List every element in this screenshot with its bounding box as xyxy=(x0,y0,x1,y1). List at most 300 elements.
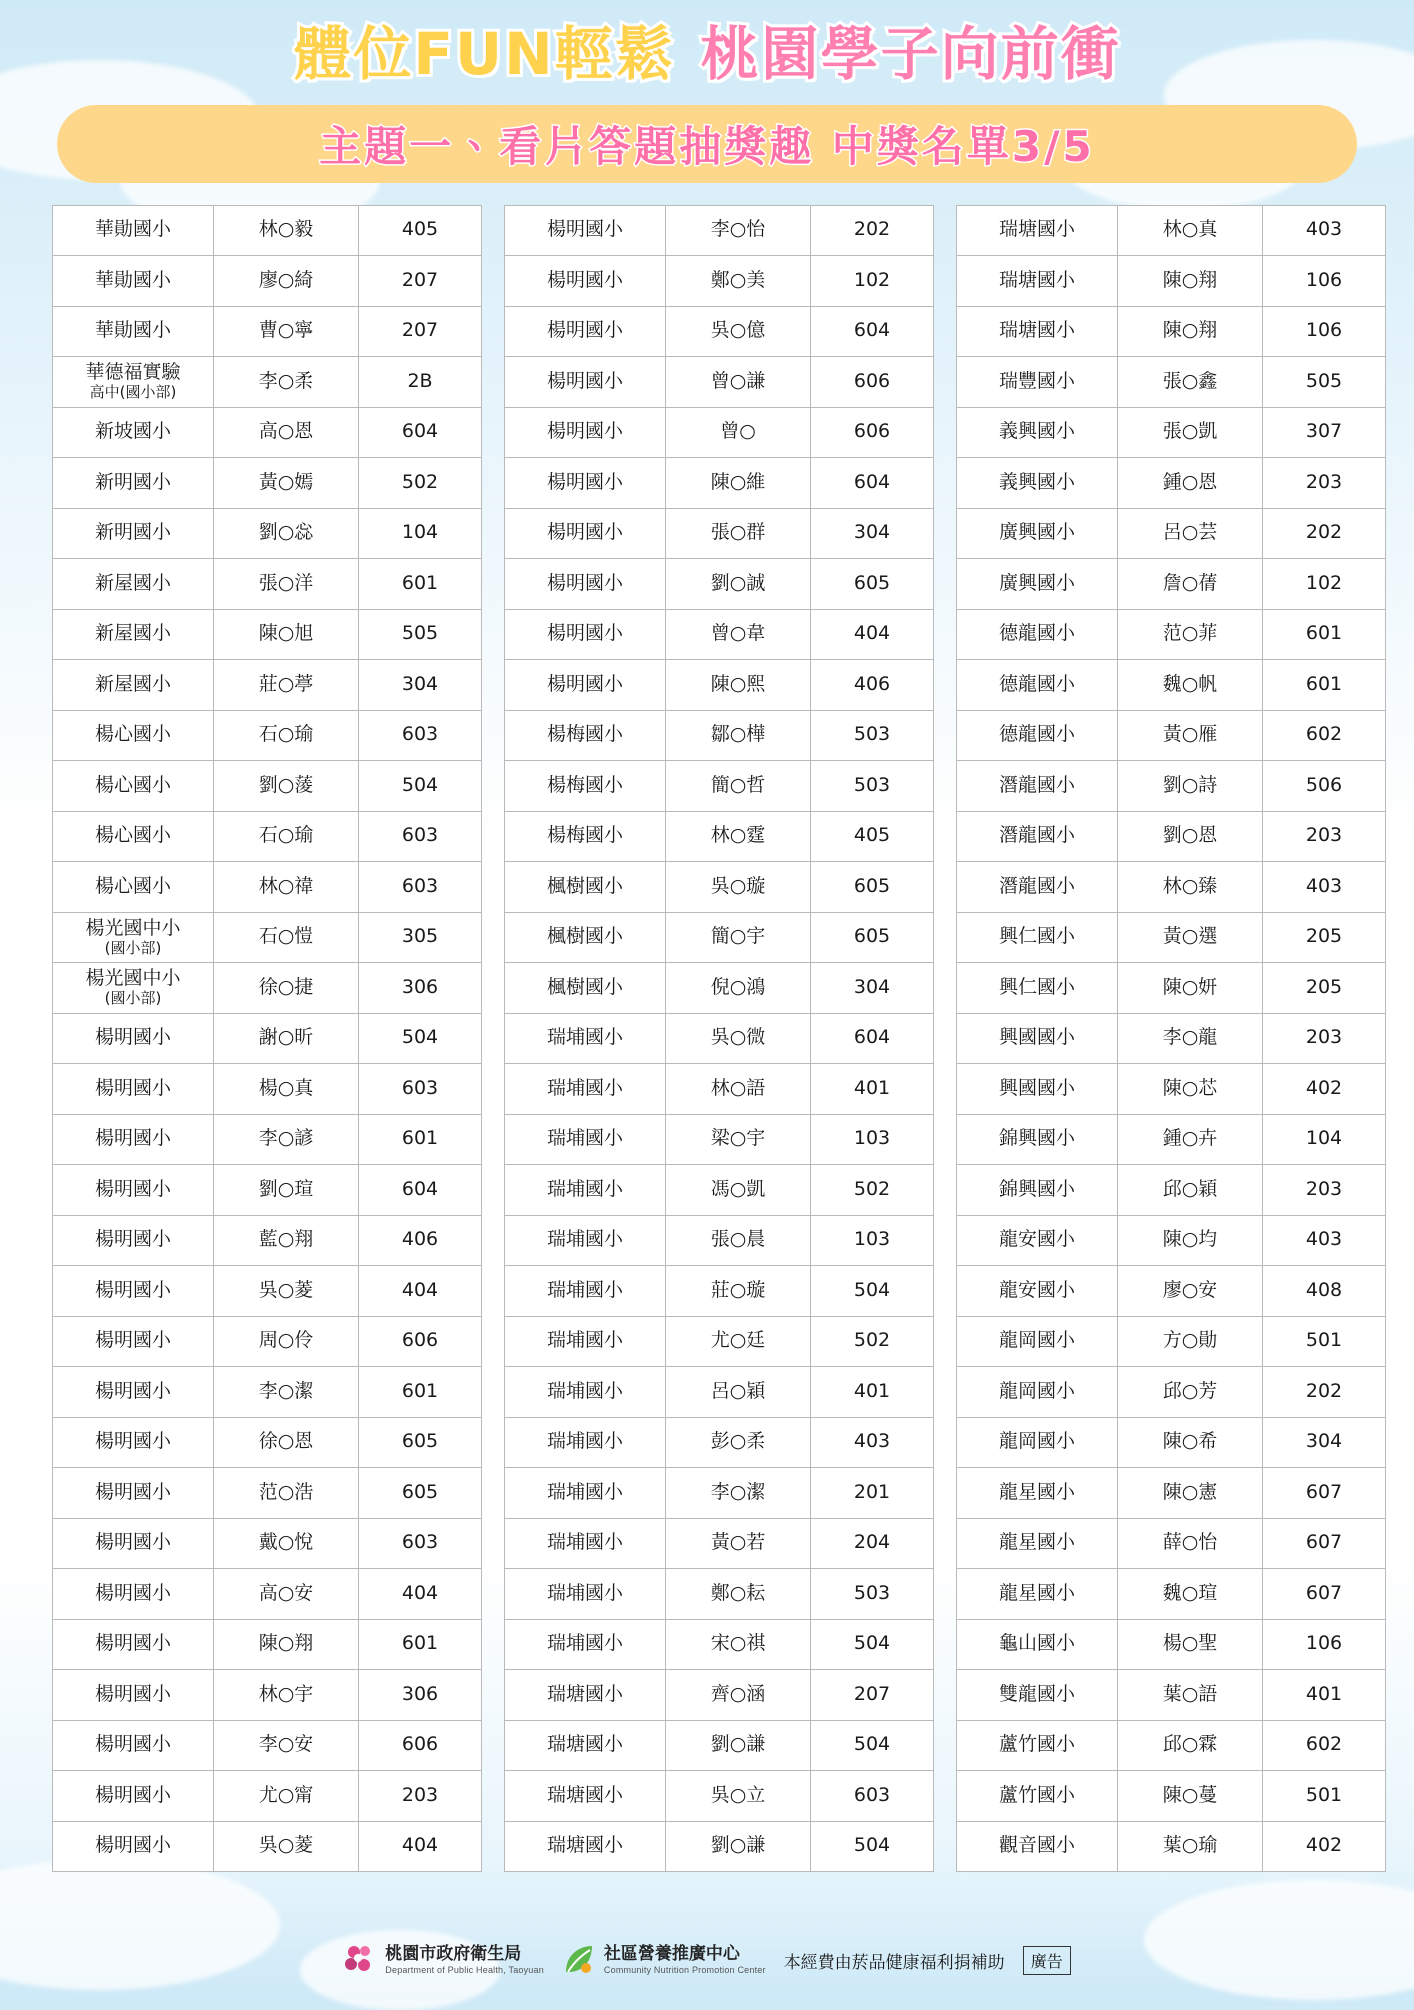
cell-name: 陳○翔 xyxy=(1118,256,1263,307)
table-row xyxy=(53,458,482,509)
table-row xyxy=(53,1417,482,1468)
cell-school: 龍安國小 xyxy=(957,1215,1118,1266)
health-bureau-logo xyxy=(343,1942,544,1978)
cell-school: 蘆竹國小 xyxy=(957,1771,1118,1822)
cell-class: 601 xyxy=(359,1619,482,1670)
table-row xyxy=(505,660,934,711)
table-row xyxy=(957,306,1386,357)
cell-class: 403 xyxy=(1263,862,1386,913)
winners-table-column-3 xyxy=(956,205,1386,1873)
cell-class: 304 xyxy=(1263,1417,1386,1468)
cell-class: 306 xyxy=(359,1670,482,1721)
cell-class: 603 xyxy=(359,862,482,913)
table-row xyxy=(505,256,934,307)
cell-name: 楊○聖 xyxy=(1118,1619,1263,1670)
table-row xyxy=(505,559,934,610)
cell-school: 龍星國小 xyxy=(957,1518,1118,1569)
cell-school: 錦興國小 xyxy=(957,1165,1118,1216)
table-row xyxy=(957,1064,1386,1115)
cell-name: 林○毅 xyxy=(214,205,359,256)
cell-school: 新坡國小 xyxy=(53,407,214,458)
page-title xyxy=(52,0,1362,91)
cell-name: 石○瑜 xyxy=(214,710,359,761)
cell-name: 范○浩 xyxy=(214,1468,359,1519)
table-row xyxy=(957,1367,1386,1418)
cell-school: 新明國小 xyxy=(53,458,214,509)
cell-class: 502 xyxy=(811,1316,934,1367)
table-row xyxy=(957,205,1386,256)
cell-school: 楊心國小 xyxy=(53,710,214,761)
cell-school: 龍岡國小 xyxy=(957,1367,1118,1418)
cell-school: 楊明國小 xyxy=(53,1064,214,1115)
table-body-1 xyxy=(53,205,482,1872)
cell-name: 陳○憲 xyxy=(1118,1468,1263,1519)
cell-class: 603 xyxy=(359,1518,482,1569)
cell-school: 新屋國小 xyxy=(53,609,214,660)
cell-name: 宋○祺 xyxy=(666,1619,811,1670)
table-row xyxy=(53,1165,482,1216)
table-row xyxy=(957,660,1386,711)
cell-name: 陳○旭 xyxy=(214,609,359,660)
cell-school: 瑞埔國小 xyxy=(505,1064,666,1115)
cell-name: 戴○悅 xyxy=(214,1518,359,1569)
cell-name: 張○凱 xyxy=(1118,407,1263,458)
table-row xyxy=(53,1619,482,1670)
table-row xyxy=(957,357,1386,408)
cell-school: 楓樹國小 xyxy=(505,862,666,913)
advertisement-label: 廣告 xyxy=(1023,1946,1071,1975)
cell-name: 呂○穎 xyxy=(666,1367,811,1418)
cell-class: 102 xyxy=(1263,559,1386,610)
cell-school: 龍岡國小 xyxy=(957,1316,1118,1367)
cell-school: 楊明國小 xyxy=(505,306,666,357)
cell-school: 瑞埔國小 xyxy=(505,1215,666,1266)
cell-class: 304 xyxy=(811,508,934,559)
cell-name: 梁○宇 xyxy=(666,1114,811,1165)
cell-class: 604 xyxy=(359,1165,482,1216)
table-row xyxy=(505,205,934,256)
cell-school: 楊明國小 xyxy=(505,508,666,559)
table-row xyxy=(53,1771,482,1822)
cell-name: 劉○蔆 xyxy=(214,761,359,812)
nutrition-center-name-en: Community Nutrition Promotion Center xyxy=(603,1964,766,1975)
cell-name: 劉○惢 xyxy=(214,508,359,559)
cell-class: 403 xyxy=(1263,205,1386,256)
cell-name: 劉○誠 xyxy=(666,559,811,610)
cell-school: 龍星國小 xyxy=(957,1468,1118,1519)
table-row xyxy=(53,407,482,458)
cell-name: 魏○瑄 xyxy=(1118,1569,1263,1620)
cell-school: 龍岡國小 xyxy=(957,1417,1118,1468)
cell-name: 吳○立 xyxy=(666,1771,811,1822)
cell-class: 103 xyxy=(811,1215,934,1266)
leaf-icon xyxy=(562,1942,596,1978)
cell-class: 504 xyxy=(811,1619,934,1670)
table-row xyxy=(957,508,1386,559)
table-row xyxy=(957,458,1386,509)
cell-class: 207 xyxy=(359,306,482,357)
cell-class: 603 xyxy=(359,710,482,761)
table-row xyxy=(505,407,934,458)
cell-school: 瑞塘國小 xyxy=(957,306,1118,357)
table-row xyxy=(53,1316,482,1367)
table-row xyxy=(53,559,482,610)
cell-school: 觀音國小 xyxy=(957,1821,1118,1872)
table-row xyxy=(505,1064,934,1115)
cell-name: 陳○蔓 xyxy=(1118,1771,1263,1822)
cell-school: 興國國小 xyxy=(957,1013,1118,1064)
table-row xyxy=(505,458,934,509)
cell-class: 504 xyxy=(359,761,482,812)
table-row xyxy=(53,1367,482,1418)
cell-school: 楊明國小 xyxy=(505,357,666,408)
cell-class: 203 xyxy=(359,1771,482,1822)
cell-name: 李○龍 xyxy=(1118,1013,1263,1064)
table-row xyxy=(957,1417,1386,1468)
cell-school: 楊明國小 xyxy=(505,205,666,256)
cell-class: 606 xyxy=(811,407,934,458)
table-row xyxy=(957,811,1386,862)
cell-class: 304 xyxy=(811,963,934,1014)
cell-school: 義興國小 xyxy=(957,407,1118,458)
table-row xyxy=(957,1468,1386,1519)
cell-name: 鍾○恩 xyxy=(1118,458,1263,509)
cell-school: 楊明國小 xyxy=(505,407,666,458)
cell-class: 505 xyxy=(359,609,482,660)
health-bureau-name-cn: 桃園市政府衛生局 xyxy=(385,1944,522,1965)
cell-school: 德龍國小 xyxy=(957,609,1118,660)
cell-school: 德龍國小 xyxy=(957,710,1118,761)
cell-school: 楊明國小 xyxy=(505,458,666,509)
cell-name: 尤○甯 xyxy=(214,1771,359,1822)
cell-class: 305 xyxy=(359,912,482,963)
cell-class: 408 xyxy=(1263,1266,1386,1317)
cell-class: 601 xyxy=(1263,660,1386,711)
cell-school: 楊梅國小 xyxy=(505,761,666,812)
cell-school: 瑞埔國小 xyxy=(505,1165,666,1216)
cell-name: 吳○菱 xyxy=(214,1266,359,1317)
cell-class: 504 xyxy=(359,1013,482,1064)
cell-name: 藍○翔 xyxy=(214,1215,359,1266)
table-row xyxy=(53,710,482,761)
cell-class: 603 xyxy=(359,1064,482,1115)
cell-class: 404 xyxy=(359,1266,482,1317)
cell-class: 602 xyxy=(1263,710,1386,761)
table-row xyxy=(53,1468,482,1519)
cell-class: 504 xyxy=(811,1266,934,1317)
cell-name: 魏○帆 xyxy=(1118,660,1263,711)
winners-table-column-1 xyxy=(52,205,482,1873)
cell-name: 范○菲 xyxy=(1118,609,1263,660)
cell-name: 曾○韋 xyxy=(666,609,811,660)
cell-name: 李○怡 xyxy=(666,205,811,256)
cell-school: 楊明國小 xyxy=(53,1367,214,1418)
cell-class: 604 xyxy=(359,407,482,458)
cell-class: 605 xyxy=(811,559,934,610)
cell-name: 彭○柔 xyxy=(666,1417,811,1468)
cell-class: 204 xyxy=(811,1518,934,1569)
cell-name: 林○臻 xyxy=(1118,862,1263,913)
cell-name: 黃○選 xyxy=(1118,912,1263,963)
cell-class: 601 xyxy=(359,1114,482,1165)
cell-school: 楊明國小 xyxy=(53,1215,214,1266)
cell-name: 林○霆 xyxy=(666,811,811,862)
table-row xyxy=(505,1316,934,1367)
title-part-one: 體位FUN輕鬆 xyxy=(293,20,675,88)
cell-name: 謝○昕 xyxy=(214,1013,359,1064)
cell-school: 楊明國小 xyxy=(53,1720,214,1771)
table-row xyxy=(505,1165,934,1216)
cell-class: 606 xyxy=(811,357,934,408)
table-row xyxy=(53,1215,482,1266)
cell-class: 601 xyxy=(1263,609,1386,660)
cell-name: 陳○芯 xyxy=(1118,1064,1263,1115)
table-row xyxy=(505,1114,934,1165)
table-row xyxy=(53,912,482,963)
cell-name: 方○勛 xyxy=(1118,1316,1263,1367)
cell-class: 607 xyxy=(1263,1518,1386,1569)
cell-class: 605 xyxy=(359,1468,482,1519)
cell-class: 503 xyxy=(811,710,934,761)
cell-school: 華勛國小 xyxy=(53,306,214,357)
cell-name: 鄒○樺 xyxy=(666,710,811,761)
cell-name: 黃○若 xyxy=(666,1518,811,1569)
cell-name: 曹○寧 xyxy=(214,306,359,357)
table-row xyxy=(53,1720,482,1771)
cell-class: 306 xyxy=(359,963,482,1014)
cell-class: 603 xyxy=(811,1771,934,1822)
cell-class: 203 xyxy=(1263,811,1386,862)
cell-class: 607 xyxy=(1263,1569,1386,1620)
cell-class: 207 xyxy=(811,1670,934,1721)
cell-class: 401 xyxy=(811,1367,934,1418)
cell-name: 林○語 xyxy=(666,1064,811,1115)
cell-name: 倪○鴻 xyxy=(666,963,811,1014)
cell-name: 石○愷 xyxy=(214,912,359,963)
cell-school: 楊明國小 xyxy=(53,1266,214,1317)
table-row xyxy=(957,559,1386,610)
table-row xyxy=(957,710,1386,761)
table-row xyxy=(957,1771,1386,1822)
cell-name: 李○潔 xyxy=(214,1367,359,1418)
subtitle-banner xyxy=(57,105,1357,183)
nutrition-center-name-cn: 社區營養推廣中心 xyxy=(603,1944,740,1965)
cell-class: 104 xyxy=(359,508,482,559)
cell-name: 鍾○卉 xyxy=(1118,1114,1263,1165)
cell-name: 簡○哲 xyxy=(666,761,811,812)
cell-name: 周○伶 xyxy=(214,1316,359,1367)
cell-name: 曾○謙 xyxy=(666,357,811,408)
cell-school: 楊明國小 xyxy=(53,1821,214,1872)
cell-school: 瑞塘國小 xyxy=(505,1771,666,1822)
cell-school: 瑞塘國小 xyxy=(505,1670,666,1721)
table-row xyxy=(505,1013,934,1064)
table-row xyxy=(53,963,482,1014)
cell-name: 簡○宇 xyxy=(666,912,811,963)
cell-name: 鄭○耘 xyxy=(666,1569,811,1620)
cell-class: 401 xyxy=(1263,1670,1386,1721)
cell-name: 邱○霖 xyxy=(1118,1720,1263,1771)
table-row xyxy=(957,1165,1386,1216)
cell-school: 潛龍國小 xyxy=(957,761,1118,812)
table-row xyxy=(957,609,1386,660)
nutrition-center-logo xyxy=(562,1942,766,1978)
peach-blossom-icon xyxy=(343,1942,377,1978)
cell-school: 瑞埔國小 xyxy=(505,1114,666,1165)
cell-class: 604 xyxy=(811,458,934,509)
cell-school: 楊明國小 xyxy=(53,1165,214,1216)
cell-school: 楊明國小 xyxy=(53,1670,214,1721)
table-row xyxy=(53,1569,482,1620)
cell-class: 405 xyxy=(811,811,934,862)
cell-name: 李○潔 xyxy=(666,1468,811,1519)
table-row xyxy=(53,1518,482,1569)
cell-school: 瑞豐國小 xyxy=(957,357,1118,408)
footer xyxy=(0,1942,1414,1978)
cell-name: 陳○翔 xyxy=(1118,306,1263,357)
cell-school: 潛龍國小 xyxy=(957,862,1118,913)
table-row xyxy=(505,862,934,913)
table-row xyxy=(53,1821,482,1872)
cell-school: 瑞埔國小 xyxy=(505,1266,666,1317)
table-body-2 xyxy=(505,205,934,1872)
cell-school: 錦興國小 xyxy=(957,1114,1118,1165)
cell-name: 葉○語 xyxy=(1118,1670,1263,1721)
cell-name: 呂○芸 xyxy=(1118,508,1263,559)
cell-class: 501 xyxy=(1263,1771,1386,1822)
table-row xyxy=(505,811,934,862)
cell-name: 廖○安 xyxy=(1118,1266,1263,1317)
cell-name: 曾○ xyxy=(666,407,811,458)
table-row xyxy=(957,963,1386,1014)
cell-name: 張○晨 xyxy=(666,1215,811,1266)
table-row xyxy=(53,1114,482,1165)
cell-class: 502 xyxy=(811,1165,934,1216)
cell-school: 龍安國小 xyxy=(957,1266,1118,1317)
cell-class: 603 xyxy=(359,811,482,862)
cell-school: 華勛國小 xyxy=(53,205,214,256)
cell-school: 楊明國小 xyxy=(53,1013,214,1064)
table-row xyxy=(53,660,482,711)
title-part-two: 桃園學子向前衝 xyxy=(700,20,1121,88)
table-row xyxy=(53,1266,482,1317)
cell-school: 瑞埔國小 xyxy=(505,1417,666,1468)
table-row xyxy=(957,862,1386,913)
cell-class: 406 xyxy=(811,660,934,711)
cell-school: 瑞埔國小 xyxy=(505,1468,666,1519)
cell-name: 劉○謙 xyxy=(666,1720,811,1771)
cell-class: 205 xyxy=(1263,963,1386,1014)
table-row xyxy=(957,1266,1386,1317)
cell-school: 楊明國小 xyxy=(53,1569,214,1620)
cell-class: 506 xyxy=(1263,761,1386,812)
table-row xyxy=(505,1821,934,1872)
cell-class: 607 xyxy=(1263,1468,1386,1519)
cell-school: 楊明國小 xyxy=(53,1771,214,1822)
subtitle-text: 主題一、看片答題抽獎趣 中獎名單3/5 xyxy=(319,121,1095,171)
cell-school: 新屋國小 xyxy=(53,559,214,610)
funding-note: 本經費由菸品健康福利捐補助 xyxy=(783,1952,1005,1973)
table-row xyxy=(505,357,934,408)
cell-school: 德龍國小 xyxy=(957,660,1118,711)
cell-name: 李○諺 xyxy=(214,1114,359,1165)
table-row xyxy=(957,1114,1386,1165)
cell-name: 高○恩 xyxy=(214,407,359,458)
cell-class: 606 xyxy=(359,1720,482,1771)
cell-name: 高○安 xyxy=(214,1569,359,1620)
cell-class: 304 xyxy=(359,660,482,711)
table-row xyxy=(53,609,482,660)
table-row xyxy=(957,407,1386,458)
table-row xyxy=(505,609,934,660)
cell-name: 張○洋 xyxy=(214,559,359,610)
cell-school: 楊明國小 xyxy=(53,1417,214,1468)
cell-school: 興仁國小 xyxy=(957,963,1118,1014)
cell-school: 瑞埔國小 xyxy=(505,1619,666,1670)
cell-class: 503 xyxy=(811,1569,934,1620)
table-row xyxy=(957,1720,1386,1771)
table-row xyxy=(505,306,934,357)
cell-school: 楊心國小 xyxy=(53,811,214,862)
cell-class: 402 xyxy=(1263,1064,1386,1115)
table-row xyxy=(505,963,934,1014)
cell-name: 李○柔 xyxy=(214,357,359,408)
cell-school: 楊明國小 xyxy=(53,1316,214,1367)
table-row xyxy=(505,1367,934,1418)
cell-school: 瑞塘國小 xyxy=(957,205,1118,256)
table-row xyxy=(505,1720,934,1771)
table-row xyxy=(957,1215,1386,1266)
cell-name: 莊○璇 xyxy=(666,1266,811,1317)
cell-school: 瑞埔國小 xyxy=(505,1367,666,1418)
health-bureau-name-en: Department of Public Health, Taoyuan xyxy=(385,1964,544,1975)
cell-class: 501 xyxy=(1263,1316,1386,1367)
cell-class: 606 xyxy=(359,1316,482,1367)
cell-school: 楊明國小 xyxy=(505,559,666,610)
cell-name: 薛○怡 xyxy=(1118,1518,1263,1569)
cell-class: 406 xyxy=(359,1215,482,1266)
cell-class: 106 xyxy=(1263,306,1386,357)
table-row xyxy=(505,761,934,812)
cell-school: 新屋國小 xyxy=(53,660,214,711)
table-row xyxy=(53,306,482,357)
cell-name: 葉○瑜 xyxy=(1118,1821,1263,1872)
cell-class: 605 xyxy=(811,862,934,913)
cell-name: 林○真 xyxy=(1118,205,1263,256)
cell-class: 2B xyxy=(359,357,482,408)
cell-school: 楊明國小 xyxy=(505,256,666,307)
table-row xyxy=(53,1670,482,1721)
cell-class: 504 xyxy=(811,1821,934,1872)
cell-school: 楊梅國小 xyxy=(505,811,666,862)
cell-class: 505 xyxy=(1263,357,1386,408)
cell-school: 興國國小 xyxy=(957,1064,1118,1115)
cell-school: 廣興國小 xyxy=(957,559,1118,610)
cell-class: 203 xyxy=(1263,1013,1386,1064)
cell-class: 403 xyxy=(811,1417,934,1468)
table-row xyxy=(505,508,934,559)
cell-class: 102 xyxy=(811,256,934,307)
cell-name: 石○瑜 xyxy=(214,811,359,862)
table-row xyxy=(505,1518,934,1569)
cell-name: 徐○捷 xyxy=(214,963,359,1014)
cell-name: 莊○葶 xyxy=(214,660,359,711)
table-row xyxy=(505,1266,934,1317)
cell-school: 龍星國小 xyxy=(957,1569,1118,1620)
cell-class: 604 xyxy=(811,306,934,357)
table-row xyxy=(53,862,482,913)
table-row xyxy=(505,1215,934,1266)
